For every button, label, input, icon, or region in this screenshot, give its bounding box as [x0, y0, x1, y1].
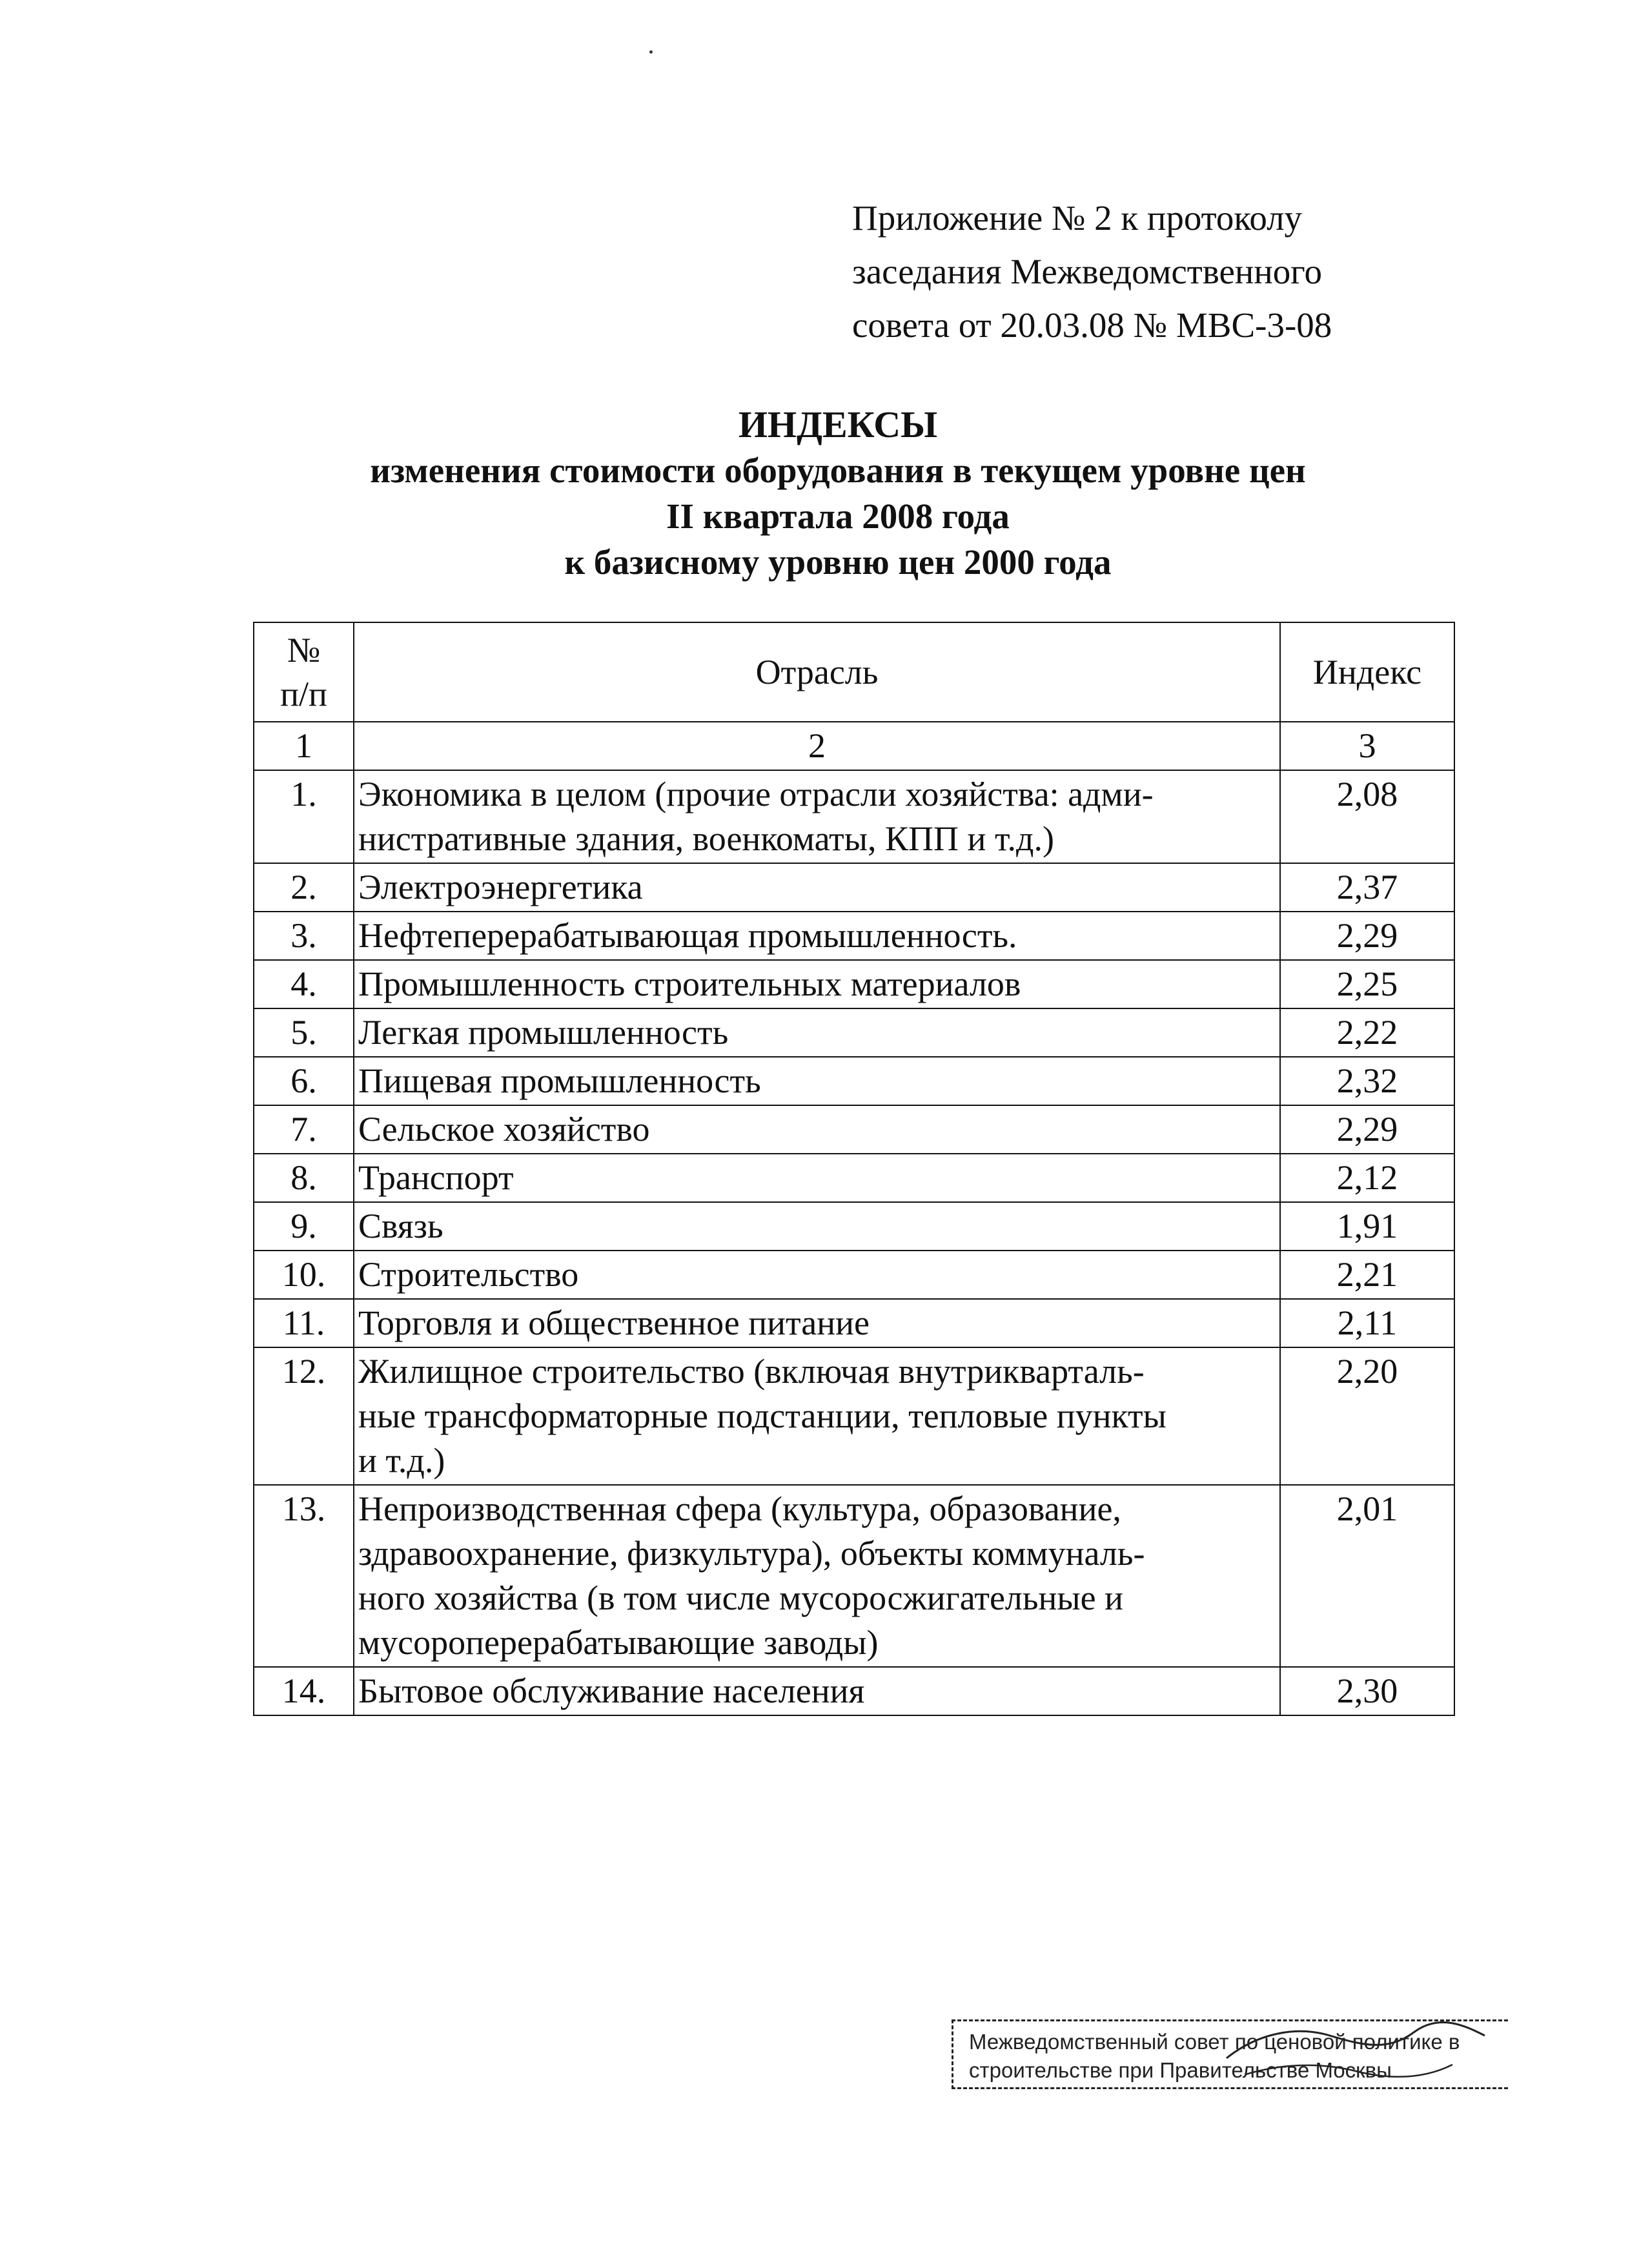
row-industry: Непроизводственная сфера (культура, образование, здравоохранение, физкультура), объекты коммуналь- ного хозяйства (в том числе мусоросжигательные и мусороперерабатывающие заводы)	[354, 1485, 1280, 1667]
document-title: ИНДЕКСЫ	[738, 404, 938, 445]
row-number: 14.	[254, 1667, 354, 1715]
row-number: 13.	[254, 1485, 354, 1667]
row-number: 1.	[254, 770, 354, 863]
column-numbers-row	[254, 722, 1454, 770]
row-index-value: 2,25	[1280, 960, 1454, 1008]
table-row	[254, 960, 1454, 1008]
stamp-line-1: Межведомственный совет по ценовой политике в	[969, 2030, 1460, 2054]
row-industry: Легкая промышленность	[354, 1008, 1280, 1057]
table-row	[254, 1008, 1454, 1057]
appendix-note	[852, 191, 1332, 352]
table-row	[254, 1347, 1454, 1485]
column-number: 2	[354, 722, 1280, 770]
document-heading	[0, 402, 1650, 585]
row-industry: Связь	[354, 1202, 1280, 1251]
row-number: 9.	[254, 1202, 354, 1251]
header-number: № п/п	[254, 622, 354, 722]
row-number: 3.	[254, 912, 354, 960]
row-industry: Транспорт	[354, 1154, 1280, 1202]
table-row	[254, 770, 1454, 863]
appendix-line-2: заседания Межведомственного	[852, 252, 1322, 291]
heading-line-3: к базисному уровню цен 2000 года	[564, 542, 1112, 582]
row-number: 7.	[254, 1105, 354, 1154]
row-index-value: 2,08	[1280, 770, 1454, 863]
row-number: 6.	[254, 1057, 354, 1105]
row-industry: Нефтеперерабатывающая промышленность.	[354, 912, 1280, 960]
table-row	[254, 1057, 1454, 1105]
row-industry: Электроэнергетика	[354, 863, 1280, 912]
row-index-value: 2,12	[1280, 1154, 1454, 1202]
row-number: 10.	[254, 1251, 354, 1299]
row-number: 11.	[254, 1299, 354, 1347]
stamp-line-2: строительстве при Правительстве Москвы	[969, 2058, 1392, 2082]
heading-line-2: II квартала 2008 года	[666, 496, 1010, 536]
row-index-value: 2,01	[1280, 1485, 1454, 1667]
header-industry: Отрасль	[354, 622, 1280, 722]
table-header-row	[254, 622, 1454, 722]
table-row	[254, 1154, 1454, 1202]
row-number: 12.	[254, 1347, 354, 1485]
index-table	[253, 622, 1455, 1716]
table-row	[254, 1667, 1454, 1715]
table-row	[254, 863, 1454, 912]
appendix-line-1: Приложение № 2 к протоколу	[852, 198, 1303, 238]
row-number: 2.	[254, 863, 354, 912]
row-index-value: 1,91	[1280, 1202, 1454, 1251]
heading-line-1: изменения стоимости оборудования в текущем уровне цен	[370, 451, 1306, 490]
column-number: 1	[254, 722, 354, 770]
appendix-line-3: совета от 20.03.08 № МВС-3-08	[852, 305, 1332, 345]
signature-scribble	[1220, 2013, 1491, 2090]
row-industry: Пищевая промышленность	[354, 1057, 1280, 1105]
scan-speck	[649, 50, 653, 54]
row-index-value: 2,22	[1280, 1008, 1454, 1057]
row-industry: Экономика в целом (прочие отрасли хозяйства: адми- нистративные здания, военкоматы, КПП и т.д.)	[354, 770, 1280, 863]
row-industry: Сельское хозяйство	[354, 1105, 1280, 1154]
row-index-value: 2,37	[1280, 863, 1454, 912]
row-index-value: 2,29	[1280, 1105, 1454, 1154]
row-number: 5.	[254, 1008, 354, 1057]
row-industry: Бытовое обслуживание населения	[354, 1667, 1280, 1715]
row-industry: Торговля и общественное питание	[354, 1299, 1280, 1347]
column-number: 3	[1280, 722, 1454, 770]
row-index-value: 2,20	[1280, 1347, 1454, 1485]
table-row	[254, 1202, 1454, 1251]
row-index-value: 2,21	[1280, 1251, 1454, 1299]
row-number: 8.	[254, 1154, 354, 1202]
row-index-value: 2,30	[1280, 1667, 1454, 1715]
row-industry: Промышленность строительных материалов	[354, 960, 1280, 1008]
table-row	[254, 1105, 1454, 1154]
table-row	[254, 1485, 1454, 1667]
row-index-value: 2,32	[1280, 1057, 1454, 1105]
row-index-value: 2,29	[1280, 912, 1454, 960]
table-row	[254, 1299, 1454, 1347]
row-industry: Жилищное строительство (включая внутрикварталь- ные трансформаторные подстанции, тепловые пункты и т.д.)	[354, 1347, 1280, 1485]
header-index: Индекс	[1280, 622, 1454, 722]
table-row	[254, 912, 1454, 960]
row-index-value: 2,11	[1280, 1299, 1454, 1347]
row-industry: Строительство	[354, 1251, 1280, 1299]
table-row	[254, 1251, 1454, 1299]
row-number: 4.	[254, 960, 354, 1008]
